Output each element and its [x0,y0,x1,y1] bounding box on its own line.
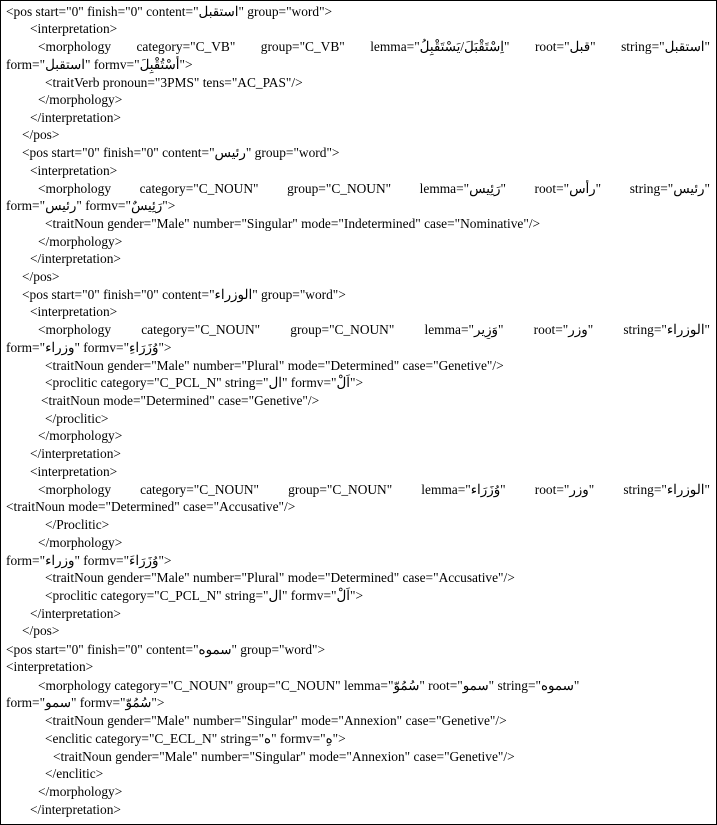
xml-line: <proclitic category="C_PCL_N" string="ال" formv="اَلْ"> [45,375,364,390]
xml-line: </morphology> [38,428,123,443]
xml-line: </interpretation> [30,606,121,621]
xml-line: <traitVerb pronoun="3PMS" tens="AC_PAS"/> [45,75,303,90]
xml-line: </pos> [22,623,60,638]
xml-line: <morphology category="C_NOUN" group="C_NOUN" lemma="رَئِيس" root="رأس" string="رئيس" [38,181,710,196]
xml-line: form="سمو" formv="سُمُوّ"> [6,695,165,710]
xml-line: <traitNoun gender="Male" number="Plural" mode="Determined" case="Genetive"/> [45,358,504,373]
xml-line: </morphology> [38,535,123,550]
xml-line: </morphology> [38,92,123,107]
xml-line: <interpretation> [30,21,118,36]
xml-line: form="وزراء" formv="وُزَرَاءَ"> [6,553,172,568]
xml-line: <morphology category="C_NOUN" group="C_NOUN" lemma="وُزَرَاء" root="وزر" string="الوزراء" [38,482,710,497]
xml-line: <interpretation> [30,464,118,479]
xml-line: <interpretation> [30,304,118,319]
xml-line: form="وزراء" formv="وُزَرَاءِ"> [6,340,172,355]
xml-line: <morphology category="C_NOUN" group="C_NOUN" lemma="وَزِير" root="وزر" string="الوزراء" [38,322,710,337]
xml-line: <traitNoun mode="Determined" case="Genetive"/> [41,393,320,408]
xml-line: form="رئيس" formv="رَئِيسٌ"> [6,198,176,213]
xml-line: </morphology> [38,784,123,799]
xml-line: <morphology category="C_NOUN" group="C_NOUN" lemma="سُمُوّ" root="سمو" string="سموه" [38,678,580,693]
xml-line: <traitNoun gender="Male" number="Singular" mode="Indetermined" case="Nominative"/> [45,216,541,231]
xml-line: </proclitic> [45,411,109,426]
xml-line: </Proclitic> [45,517,110,532]
xml-line: </pos> [22,269,60,284]
xml-line: <traitNoun mode="Determined" case="Accusative"/> [6,499,296,514]
xml-line: <interpretation> [30,163,118,178]
xml-line: form="استقبل" formv="أَسْتُقْبِلَ"> [6,57,193,72]
xml-line: </interpretation> [30,251,121,266]
xml-line: <proclitic category="C_PCL_N" string="ال" formv="اَلْ"> [45,588,364,603]
xml-line: <enclitic category="C_ECL_N" string="ه" formv="هِ"> [45,731,346,746]
xml-line: <morphology category="C_VB" group="C_VB" lemma="اِسْتَقْبَلَ/يَسْتَقْبِلُ" root="قبل" string="استقبل" [38,39,710,54]
xml-line: <pos start="0" finish="0" content="رئيس" group="word"> [22,145,340,160]
xml-line: <traitNoun gender="Male" number="Plural" mode="Determined" case="Accusative"/> [45,570,515,585]
xml-line: <pos start="0" finish="0" content="الوزراء" group="word"> [22,287,346,302]
xml-line: </pos> [22,127,60,142]
xml-line: <pos start="0" finish="0" content="استقبل" group="word"> [6,4,333,19]
xml-line: </enclitic> [45,766,104,781]
xml-line: <interpretation> [6,659,94,674]
xml-line: <traitNoun gender="Male" number="Singular" mode="Annexion" case="Genetive"/> [53,749,515,764]
xml-line: </morphology> [38,234,123,249]
xml-line: <traitNoun gender="Male" number="Singular" mode="Annexion" case="Genetive"/> [45,713,507,728]
xml-line: </interpretation> [30,110,121,125]
xml-line: </interpretation> [30,802,121,817]
xml-line: <pos start="0" finish="0" content="سموه" group="word"> [6,642,326,657]
xml-line: </interpretation> [30,446,121,461]
